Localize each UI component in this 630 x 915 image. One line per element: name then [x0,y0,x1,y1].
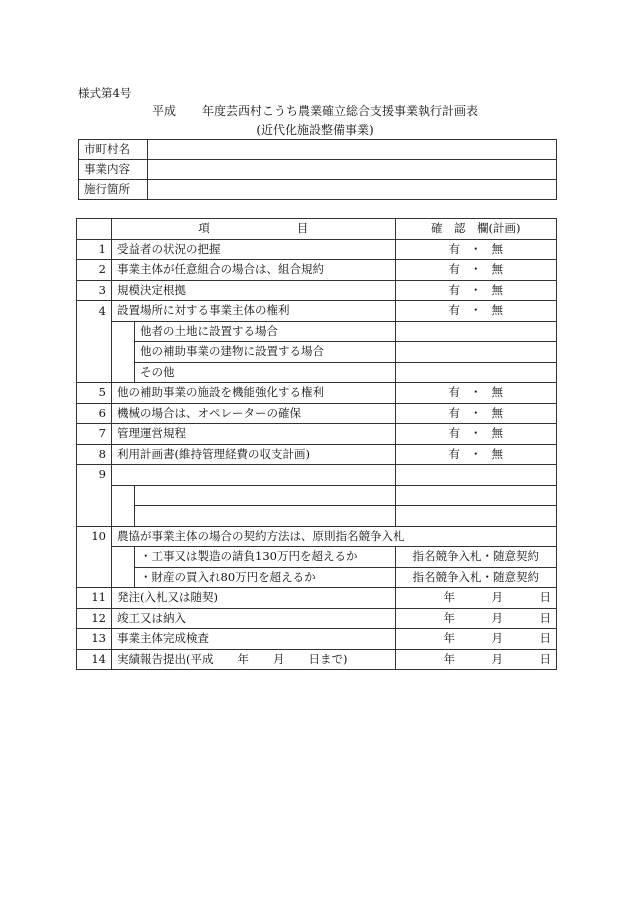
row-check[interactable] [395,465,557,486]
info-row [79,180,557,200]
page-subtitle: (近代化施設整備事業) [256,123,374,137]
contract-method-check[interactable]: 指名競争入札・随意契約 [395,547,557,568]
header-row [77,219,557,240]
info-value[interactable] [148,160,557,180]
row-number: 5 [77,383,112,404]
row-item: 管理運営規程 [112,424,396,445]
table-row [77,383,557,404]
yes-no-check[interactable]: 有 ・ 無 [395,280,557,301]
sub-check[interactable] [395,342,557,363]
yes-no-check[interactable]: 有 ・ 無 [395,403,557,424]
table-row [77,465,557,486]
date-field[interactable]: 年 月 日 [395,588,557,609]
row-item: 事業主体が任意組合の場合は、組合規約 [112,260,396,281]
table-row [77,424,557,445]
yes-no-check[interactable]: 有 ・ 無 [395,383,557,404]
header-item [112,219,396,240]
row-number: 8 [77,444,112,465]
sub-item: ・財産の買入れ80万円を超えるか [135,567,396,588]
sub-item: ・工事又は製造の請負130万円を超えるか [135,547,396,568]
sub-check[interactable] [395,321,557,342]
row-item: 設置場所に対する事業主体の権利 [112,301,396,322]
table-row [77,588,557,609]
row-item: 他の補助事業の施設を機能強化する権利 [112,383,396,404]
table-subrow [77,342,557,363]
sub-check[interactable] [395,485,557,506]
title-main: 年度芸西村こうち農業確立総合支援事業執行計画表 [202,104,479,118]
table-subrow [77,362,557,383]
info-value[interactable] [148,180,557,200]
table-row [77,301,557,322]
row-item[interactable] [112,465,396,486]
contract-method-check[interactable]: 指名競争入札・随意契約 [395,567,557,588]
yes-no-check[interactable]: 有 ・ 無 [395,444,557,465]
sub-item: 他者の土地に設置する場合 [135,321,396,342]
row-item: 農協が事業主体の場合の契約方法は、原則指名競争入札 [112,526,557,547]
sub-item[interactable] [135,506,396,527]
row-item: 竣工又は納入 [112,608,396,629]
plan-table [76,218,557,670]
yes-no-check[interactable]: 有 ・ 無 [395,239,557,260]
table-subrow [77,567,557,588]
table-row [77,280,557,301]
table-row [77,403,557,424]
row-number: 3 [77,280,112,301]
table-row [77,649,557,670]
row-number: 4 [77,301,112,322]
yes-no-check[interactable]: 有 ・ 無 [395,260,557,281]
row-number: 1 [77,239,112,260]
info-table [78,139,557,200]
row-item: 規模決定根拠 [112,280,396,301]
info-value[interactable] [148,140,557,160]
info-label: 市町村名 [79,140,148,160]
info-label: 施行箇所 [79,180,148,200]
table-subrow [77,321,557,342]
row-item: 機械の場合は、オペレーターの確保 [112,403,396,424]
page-title [0,102,630,119]
row-number: 11 [77,588,112,609]
date-field[interactable]: 年 月 日 [395,608,557,629]
title-era: 平成 [151,104,176,118]
header-item-right: 目 [296,221,309,236]
row-number: 10 [77,526,112,547]
row-number: 2 [77,260,112,281]
sub-item: その他 [135,362,396,383]
row-item: 受益者の状況の把握 [112,239,396,260]
table-row [77,239,557,260]
info-label: 事業内容 [79,160,148,180]
table-row [77,526,557,547]
table-subrow [77,547,557,568]
table-row [77,629,557,650]
row-number: 14 [77,649,112,670]
row-number: 12 [77,608,112,629]
date-field[interactable]: 年 月 日 [395,649,557,670]
row-number: 6 [77,403,112,424]
form-number: 様式第4号 [78,86,132,100]
yes-no-check[interactable]: 有 ・ 無 [395,301,557,322]
row-item: 事業主体完成検査 [112,629,396,650]
table-row [77,444,557,465]
row-item: 利用計画書(維持管理経費の収支計画) [112,444,396,465]
sub-item: 他の補助事業の建物に設置する場合 [135,342,396,363]
info-row [79,140,557,160]
row-item: 発注(入札又は随契) [112,588,396,609]
table-subrow [77,506,557,527]
sub-item[interactable] [135,485,396,506]
sub-check[interactable] [395,362,557,383]
table-row [77,608,557,629]
row-item: 実績報告提出(平成 年 月 日まで) [112,649,396,670]
sub-check[interactable] [395,506,557,527]
row-number: 9 [77,465,112,486]
table-row [77,260,557,281]
table-subrow [77,485,557,506]
info-row [79,160,557,180]
header-check: 確 認 欄(計画) [395,219,557,240]
header-item-left: 項 [198,221,210,236]
date-field[interactable]: 年 月 日 [395,629,557,650]
row-number: 13 [77,629,112,650]
row-number: 7 [77,424,112,445]
yes-no-check[interactable]: 有 ・ 無 [395,424,557,445]
